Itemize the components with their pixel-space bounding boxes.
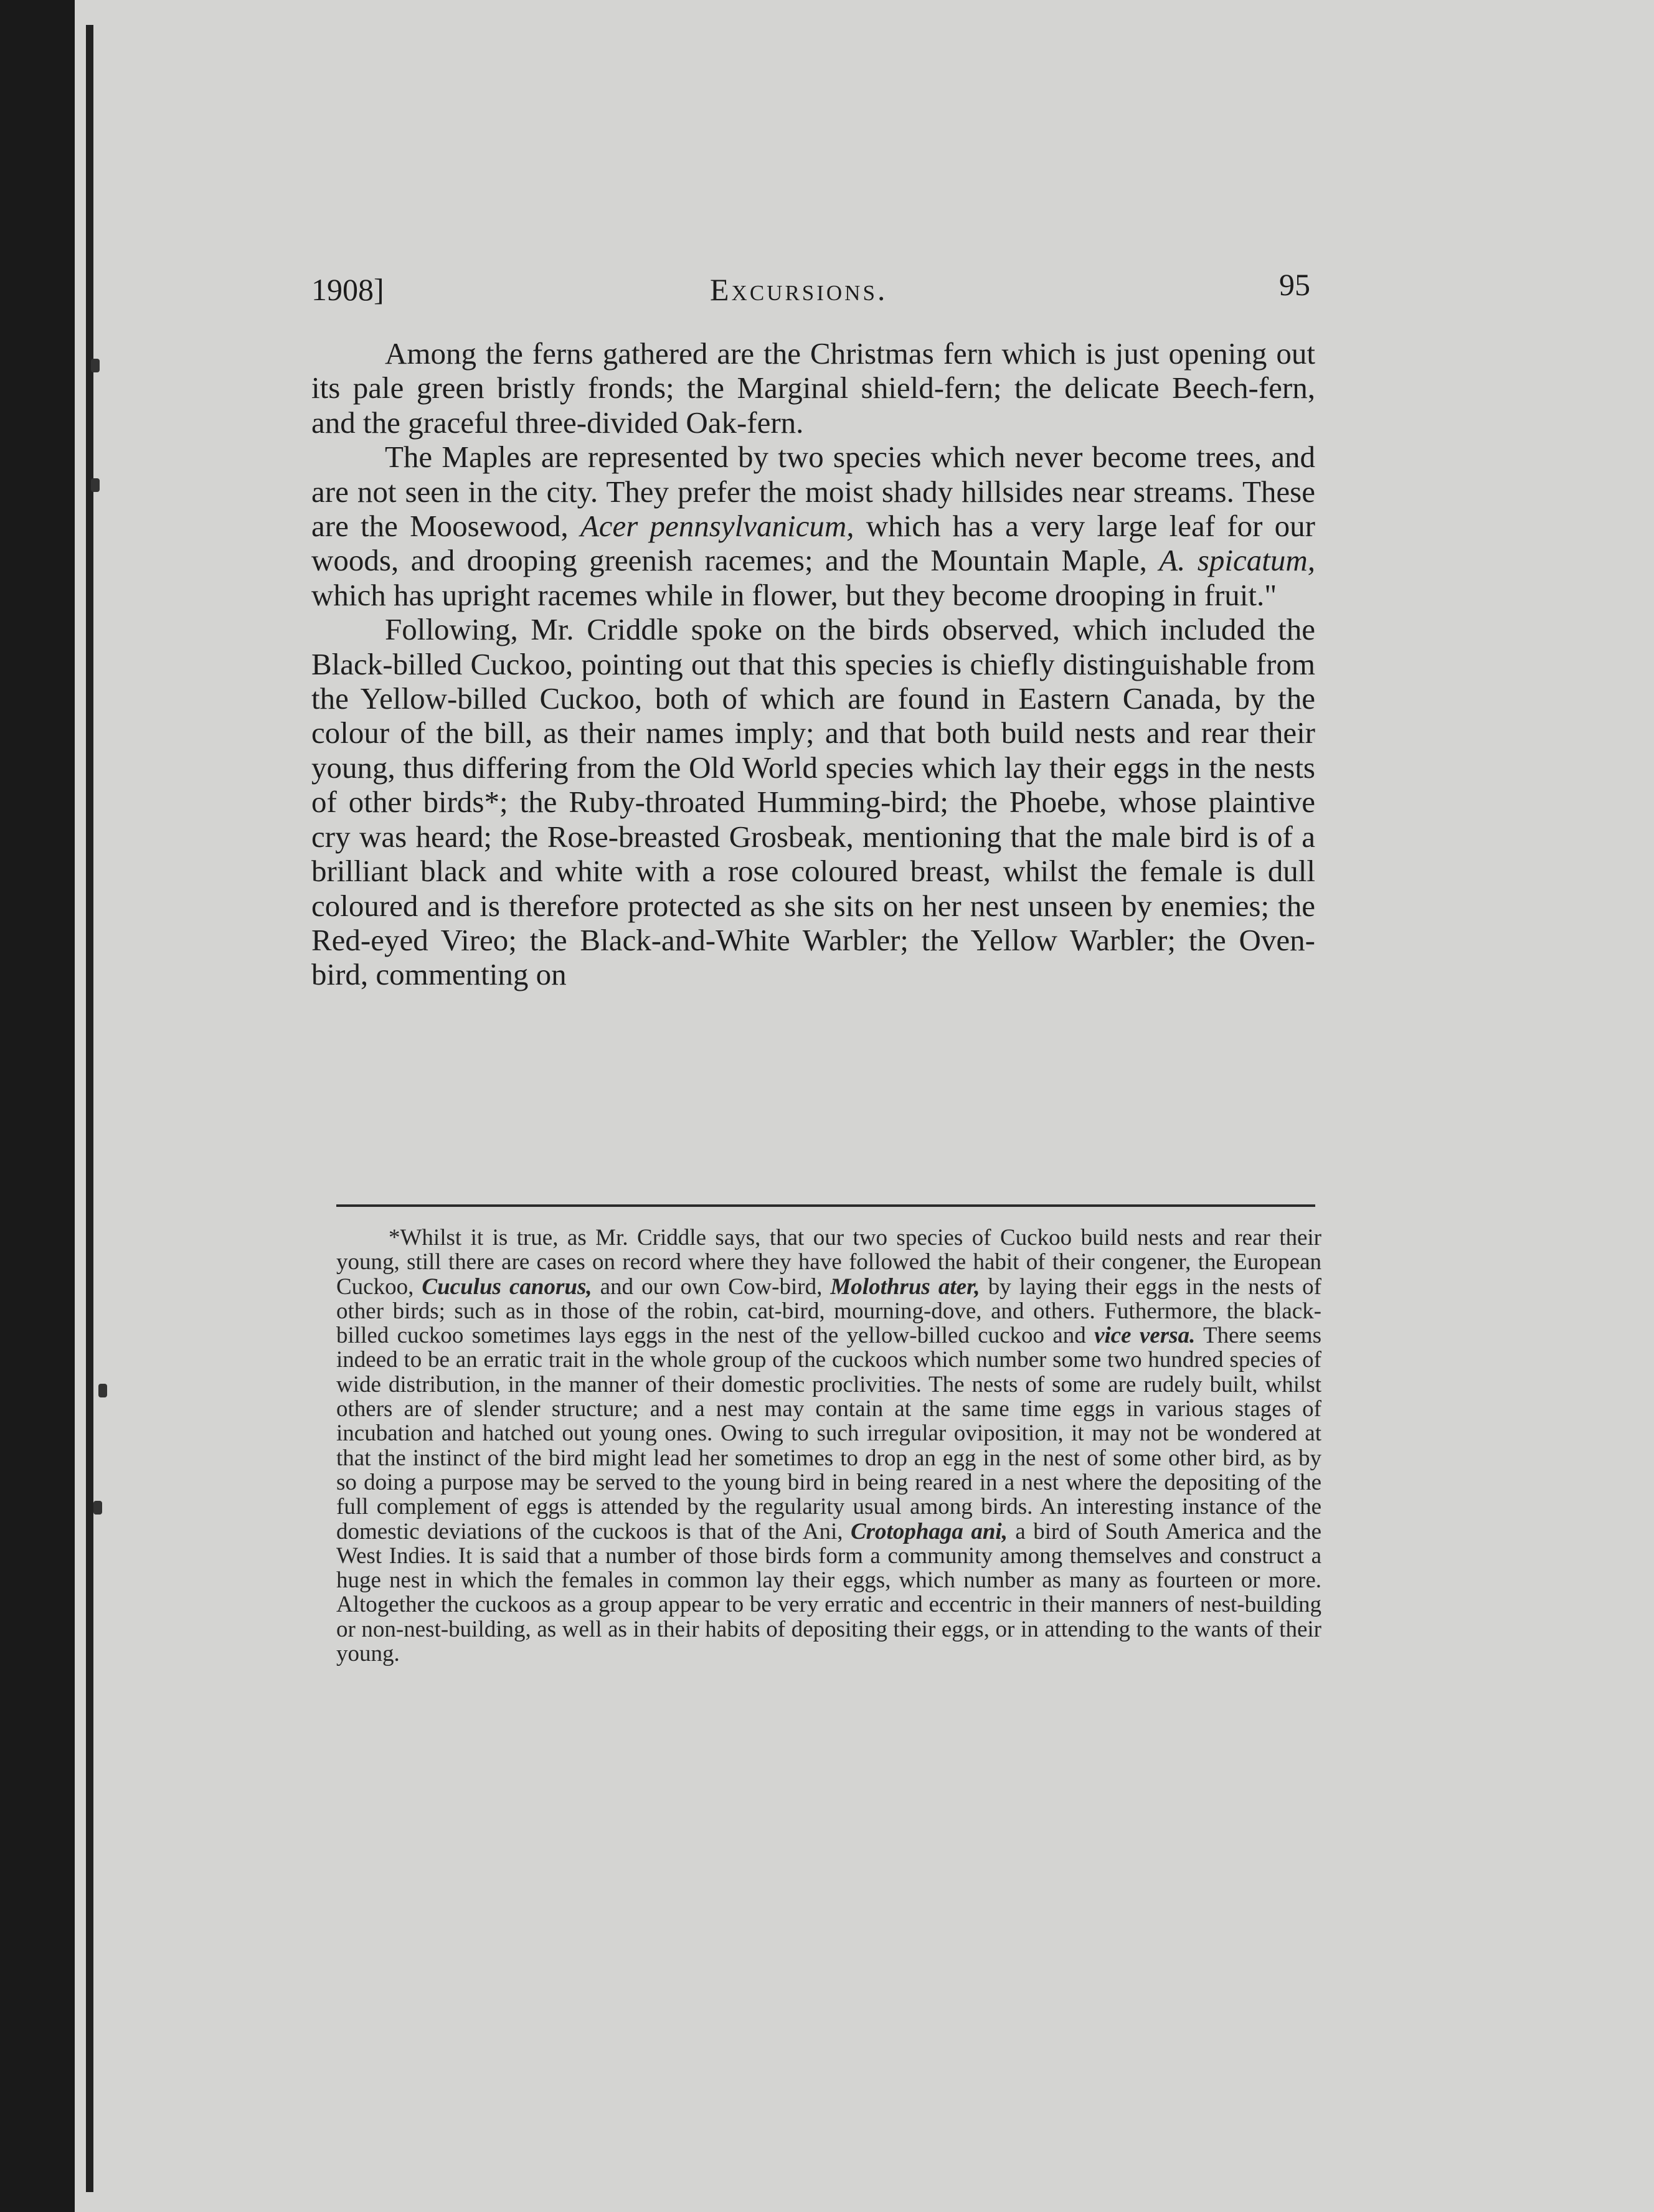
gutter-mark [93, 1501, 102, 1515]
page-number: 95 [1279, 267, 1310, 302]
running-header [311, 260, 1310, 307]
text-run: The Maples are represented by two species which never become trees, and are not seen in the city. They prefer the moist shady hillsides near streams. These are the Moosewood, [311, 440, 1315, 544]
header-title: Excursions. [710, 272, 888, 307]
text-run: which has upright racemes while in flower, but they become drooping in fruit." [311, 577, 1277, 612]
paragraph-ferns: Among the ferns gathered are the Christmas fern which is just opening out its pale green bristly fronds; the Marginal shield-fern; the delicate Beech-fern, and the graceful three-divided Oak-fern. [311, 336, 1315, 440]
gutter-mark [91, 359, 100, 372]
text-run: *Whilst it is true, as Mr. Criddle says, that our two species of Cuckoo build nests and rear their young, still there are cases on record where they have followed the habit of their congener, the European Cuckoo, [336, 1225, 1321, 1300]
text-run: by laying their eggs in the nests of other birds; such as in those of the robin, cat-bird, mourning-dove, and others. Futhermore, the black-billed cuckoo sometimes lays eggs in the nest of the yellow-billed cuckoo and [336, 1274, 1321, 1349]
species-name: Cuculus canorus, [422, 1274, 592, 1300]
species-name: Molothrus ater, [830, 1274, 980, 1300]
species-name: Crotophaga ani, [850, 1518, 1008, 1544]
species-name: Acer pennsylvanicum, [580, 509, 854, 544]
gutter-mark [91, 478, 100, 492]
gutter-mark [98, 1384, 107, 1397]
binding-edge [86, 25, 93, 2192]
text-run: which has a very large leaf for our woods, and drooping greenish racemes; and the Mountain Maple, [311, 509, 1315, 578]
latin-phrase: vice versa. [1094, 1323, 1196, 1349]
text-run: and our own Cow-bird, [592, 1274, 831, 1300]
main-text [311, 336, 1315, 992]
text-run: There seems indeed to be an erratic trait in the whole group of the cuckoos which number some two hundred species of wide distribution, in the manner of their domestic proclivities. The nests of some are rudely built, whilst others are of slender structure; and a nest may contain at the same time eggs in various stages of incubation and hatched out young ones. Owing to such irregular oviposition, it may not be wondered at that the instinct of the bird might lead her sometimes to drop an egg in the nest of some other bird, as by so doing a purpose may be served to the young bird in being reared in a nest where the depositing of the full complement of eggs is attended by the regularity usual among birds. An interesting instance of the domestic deviations of the cuckoos is that of the Ani, [336, 1323, 1321, 1544]
footnote-paragraph [336, 1226, 1321, 1666]
paragraph-birds: Following, Mr. Criddle spoke on the birds observed, which included the Black-billed Cuckoo, pointing out that this species is chiefly distinguishable from the Yellow-billed Cuckoo, both of which are found in Eastern Canada, by the colour of the bill, as their names imply; and that both build nests and rear their young, thus differing from the Old World species which lay their eggs in the nests of other birds*; the Ruby-throated Humming-bird; the Phoebe, whose plaintive cry was heard; the Rose-breasted Grosbeak, mentioning that the male bird is of a brilliant black and white with a rose coloured breast, whilst the female is dull coloured and is therefore protected as she sits on her nest unseen by enemies; the Red-eyed Vireo; the Black-and-White Warbler; the Yellow Warbler; the Oven-bird, commenting on [311, 612, 1315, 992]
scanned-page [75, 0, 1654, 2212]
footnote [336, 1226, 1321, 1666]
species-name: A. spicatum, [1159, 543, 1315, 578]
footnote-rule [336, 1204, 1315, 1207]
text-run: a bird of South America and the West Indies. It is said that a number of those birds form a community among themselves and construct a huge nest in which the females in common lay their eggs, which number as many as fourteen or more. Altogether the cuckoos as a group appear to be very erratic and eccentric in their manners of nest-building or non-nest-building, as well as in their habits of depositing their eggs, or in attending to the wants of their young. [336, 1518, 1322, 1667]
header-year: 1908] [311, 272, 384, 307]
paragraph-maples [311, 440, 1315, 612]
